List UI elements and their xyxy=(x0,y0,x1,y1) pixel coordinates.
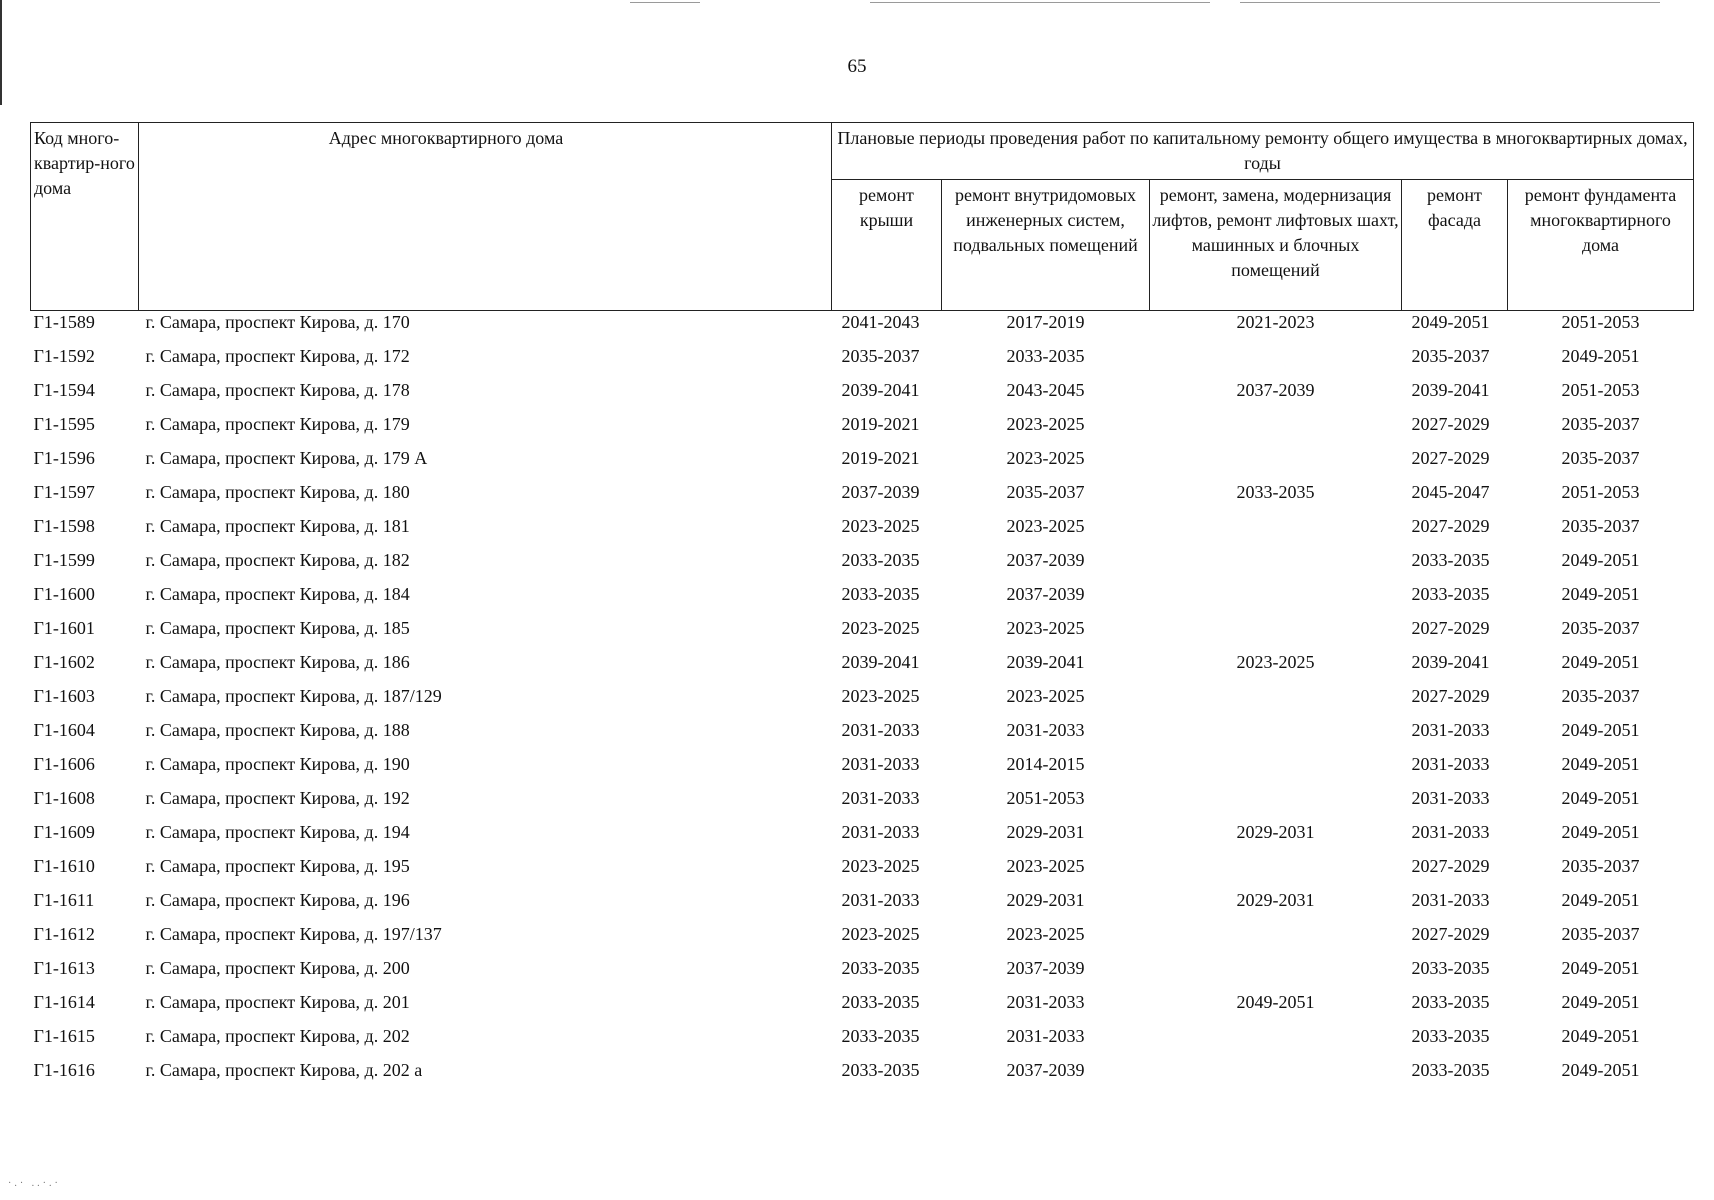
cell-systems: 2017-2019 xyxy=(1006,312,1085,332)
header-code: Код много-квартир-ного дома xyxy=(31,123,139,311)
cell-facade: 2039-2041 xyxy=(1411,380,1490,400)
cell-facade: 2027-2029 xyxy=(1411,686,1490,706)
cell-systems: 2033-2035 xyxy=(1006,346,1085,366)
cell-systems: 2031-2033 xyxy=(1006,992,1085,1012)
table-row xyxy=(31,889,1694,923)
cell-roof: 2031-2033 xyxy=(841,890,920,910)
cell-elevators xyxy=(1150,617,1402,651)
cell-elevators xyxy=(1150,447,1402,481)
cell-code: Г1-1614 xyxy=(33,992,95,1012)
cell-address: г. Самара, проспект Кирова, д. 190 xyxy=(145,754,410,774)
cell-address: г. Самара, проспект Кирова, д. 196 xyxy=(145,890,410,910)
cell-roof: 2031-2033 xyxy=(841,788,920,808)
page-number: 65 xyxy=(847,56,867,77)
cell-foundation: 2049-2051 xyxy=(1561,958,1640,978)
cell-code: Г1-1606 xyxy=(33,754,95,774)
cell-code: Г1-1616 xyxy=(33,1060,95,1080)
cell-facade: 2033-2035 xyxy=(1411,1060,1490,1080)
cell-systems: 2031-2033 xyxy=(1006,720,1085,740)
table-row xyxy=(31,447,1694,481)
cell-address: г. Самара, проспект Кирова, д. 172 xyxy=(145,346,410,366)
cell-systems: 2023-2025 xyxy=(1006,686,1085,706)
cell-code: Г1-1604 xyxy=(33,720,95,740)
cell-elevators xyxy=(1150,583,1402,617)
cell-roof: 2031-2033 xyxy=(841,754,920,774)
cell-roof: 2041-2043 xyxy=(841,312,920,332)
cell-elevators: 2029-2031 xyxy=(1236,822,1315,842)
table-row xyxy=(31,753,1694,787)
cell-systems: 2023-2025 xyxy=(1006,856,1085,876)
cell-foundation: 2035-2037 xyxy=(1561,618,1640,638)
cell-roof: 2023-2025 xyxy=(841,516,920,536)
cell-systems: 2023-2025 xyxy=(1006,448,1085,468)
cell-facade: 2027-2029 xyxy=(1411,924,1490,944)
cell-address: г. Самара, проспект Кирова, д. 197/137 xyxy=(145,924,442,944)
cell-address: г. Самара, проспект Кирова, д. 202 а xyxy=(145,1060,423,1080)
cell-elevators xyxy=(1150,1025,1402,1059)
cell-code: Г1-1609 xyxy=(33,822,95,842)
cell-elevators xyxy=(1150,855,1402,889)
cell-roof: 2033-2035 xyxy=(841,1060,920,1080)
cell-address: г. Самара, проспект Кирова, д. 178 xyxy=(145,380,410,400)
repair-schedule-table xyxy=(30,122,1694,1093)
cell-address: г. Самара, проспект Кирова, д. 194 xyxy=(145,822,410,842)
cell-foundation: 2049-2051 xyxy=(1561,720,1640,740)
cell-foundation: 2035-2037 xyxy=(1561,924,1640,944)
cell-address: г. Самара, проспект Кирова, д. 182 xyxy=(145,550,410,570)
cell-foundation: 2035-2037 xyxy=(1561,856,1640,876)
cell-elevators: 2049-2051 xyxy=(1236,992,1315,1012)
cell-facade: 2033-2035 xyxy=(1411,1026,1490,1046)
cell-code: Г1-1592 xyxy=(33,346,95,366)
cell-systems: 2023-2025 xyxy=(1006,516,1085,536)
cell-systems: 2023-2025 xyxy=(1006,414,1085,434)
cell-elevators xyxy=(1150,413,1402,447)
cell-elevators xyxy=(1150,1059,1402,1093)
cell-systems: 2043-2045 xyxy=(1006,380,1085,400)
cell-address: г. Самара, проспект Кирова, д. 184 xyxy=(145,584,410,604)
cell-facade: 2033-2035 xyxy=(1411,584,1490,604)
cell-systems: 2029-2031 xyxy=(1006,890,1085,910)
cell-code: Г1-1596 xyxy=(33,448,95,468)
cell-roof: 2039-2041 xyxy=(841,652,920,672)
cell-facade: 2031-2033 xyxy=(1411,754,1490,774)
cell-facade: 2027-2029 xyxy=(1411,448,1490,468)
header-roof: ремонт крыши xyxy=(832,180,942,311)
scan-edge-line xyxy=(1240,2,1660,3)
cell-code: Г1-1603 xyxy=(33,686,95,706)
cell-code: Г1-1594 xyxy=(33,380,95,400)
cell-roof: 2023-2025 xyxy=(841,686,920,706)
cell-code: Г1-1600 xyxy=(33,584,95,604)
table-row xyxy=(31,1059,1694,1093)
cell-address: г. Самара, проспект Кирова, д. 179 А xyxy=(145,448,428,468)
cell-systems: 2023-2025 xyxy=(1006,924,1085,944)
cell-foundation: 2049-2051 xyxy=(1561,652,1640,672)
cell-address: г. Самара, проспект Кирова, д. 179 xyxy=(145,414,410,434)
cell-roof: 2033-2035 xyxy=(841,958,920,978)
table-row xyxy=(31,991,1694,1025)
cell-systems: 2037-2039 xyxy=(1006,1060,1085,1080)
cell-systems: 2023-2025 xyxy=(1006,618,1085,638)
cell-facade: 2049-2051 xyxy=(1411,312,1490,332)
cell-foundation: 2049-2051 xyxy=(1561,890,1640,910)
cell-roof: 2039-2041 xyxy=(841,380,920,400)
cell-foundation: 2049-2051 xyxy=(1561,992,1640,1012)
cell-elevators xyxy=(1150,685,1402,719)
cell-roof: 2031-2033 xyxy=(841,822,920,842)
cell-elevators xyxy=(1150,345,1402,379)
cell-address: г. Самара, проспект Кирова, д. 200 xyxy=(145,958,410,978)
cell-facade: 2033-2035 xyxy=(1411,992,1490,1012)
cell-systems: 2014-2015 xyxy=(1006,754,1085,774)
cell-code: Г1-1610 xyxy=(33,856,95,876)
cell-address: г. Самара, проспект Кирова, д. 185 xyxy=(145,618,410,638)
cell-systems: 2037-2039 xyxy=(1006,584,1085,604)
cell-roof: 2037-2039 xyxy=(841,482,920,502)
table-row xyxy=(31,413,1694,447)
cell-code: Г1-1595 xyxy=(33,414,95,434)
cell-systems: 2051-2053 xyxy=(1006,788,1085,808)
cell-address: г. Самара, проспект Кирова, д. 170 xyxy=(145,312,410,332)
cell-code: Г1-1612 xyxy=(33,924,95,944)
cell-foundation: 2051-2053 xyxy=(1561,482,1640,502)
scan-edge-line xyxy=(630,2,700,3)
scan-edge-bar xyxy=(0,0,2,105)
cell-address: г. Самара, проспект Кирова, д. 186 xyxy=(145,652,410,672)
header-address: Адрес многоквартирного дома xyxy=(139,123,832,311)
cell-elevators: 2037-2039 xyxy=(1236,380,1315,400)
cell-systems: 2037-2039 xyxy=(1006,958,1085,978)
cell-code: Г1-1589 xyxy=(33,312,95,332)
cell-elevators xyxy=(1150,923,1402,957)
cell-facade: 2027-2029 xyxy=(1411,516,1490,536)
table-row xyxy=(31,787,1694,821)
cell-code: Г1-1598 xyxy=(33,516,95,536)
header-systems: ремонт внутридомовых инженерных систем, подвальных помещений xyxy=(942,180,1150,311)
cell-facade: 2033-2035 xyxy=(1411,550,1490,570)
cell-code: Г1-1613 xyxy=(33,958,95,978)
cell-facade: 2045-2047 xyxy=(1411,482,1490,502)
table-row xyxy=(31,345,1694,379)
table-row xyxy=(31,515,1694,549)
cell-roof: 2019-2021 xyxy=(841,448,920,468)
cell-facade: 2035-2037 xyxy=(1411,346,1490,366)
table-row xyxy=(31,583,1694,617)
cell-roof: 2023-2025 xyxy=(841,856,920,876)
cell-code: Г1-1599 xyxy=(33,550,95,570)
cell-roof: 2033-2035 xyxy=(841,550,920,570)
cell-foundation: 2049-2051 xyxy=(1561,788,1640,808)
cell-roof: 2023-2025 xyxy=(841,618,920,638)
cell-systems: 2039-2041 xyxy=(1006,652,1085,672)
cell-elevators xyxy=(1150,753,1402,787)
cell-elevators xyxy=(1150,515,1402,549)
cell-code: Г1-1608 xyxy=(33,788,95,808)
cell-facade: 2039-2041 xyxy=(1411,652,1490,672)
cell-foundation: 2049-2051 xyxy=(1561,1060,1640,1080)
cell-facade: 2033-2035 xyxy=(1411,958,1490,978)
table-row xyxy=(31,617,1694,651)
cell-facade: 2031-2033 xyxy=(1411,788,1490,808)
cell-roof: 2033-2035 xyxy=(841,584,920,604)
cell-foundation: 2051-2053 xyxy=(1561,380,1640,400)
cell-elevators xyxy=(1150,957,1402,991)
cell-address: г. Самара, проспект Кирова, д. 195 xyxy=(145,856,410,876)
cell-facade: 2027-2029 xyxy=(1411,618,1490,638)
header-facade: ремонт фасада xyxy=(1402,180,1508,311)
header-planned-periods: Плановые периоды проведения работ по капитальному ремонту общего имущества в многоквартирных домах, годы xyxy=(832,123,1694,180)
cell-foundation: 2035-2037 xyxy=(1561,686,1640,706)
table-row xyxy=(31,821,1694,855)
cell-systems: 2037-2039 xyxy=(1006,550,1085,570)
table-row xyxy=(31,957,1694,991)
cell-elevators: 2021-2023 xyxy=(1236,312,1315,332)
cell-roof: 2031-2033 xyxy=(841,720,920,740)
cell-elevators xyxy=(1150,549,1402,583)
cell-foundation: 2051-2053 xyxy=(1561,312,1640,332)
cell-elevators: 2023-2025 xyxy=(1236,652,1315,672)
cell-address: г. Самара, проспект Кирова, д. 187/129 xyxy=(145,686,442,706)
table-body xyxy=(31,311,1694,1094)
cell-address: г. Самара, проспект Кирова, д. 202 xyxy=(145,1026,410,1046)
cell-foundation: 2035-2037 xyxy=(1561,516,1640,536)
cell-foundation: 2049-2051 xyxy=(1561,822,1640,842)
cell-foundation: 2035-2037 xyxy=(1561,414,1640,434)
cell-address: г. Самара, проспект Кирова, д. 180 xyxy=(145,482,410,502)
table-row xyxy=(31,855,1694,889)
cell-address: г. Самара, проспект Кирова, д. 188 xyxy=(145,720,410,740)
cell-roof: 2019-2021 xyxy=(841,414,920,434)
table-row xyxy=(31,379,1694,413)
cell-elevators xyxy=(1150,719,1402,753)
scan-specks: ·.· ..·.· xyxy=(8,1178,61,1189)
table-row xyxy=(31,685,1694,719)
cell-foundation: 2049-2051 xyxy=(1561,550,1640,570)
cell-elevators: 2029-2031 xyxy=(1236,890,1315,910)
cell-code: Г1-1601 xyxy=(33,618,95,638)
cell-address: г. Самара, проспект Кирова, д. 181 xyxy=(145,516,410,536)
table-row xyxy=(31,719,1694,753)
cell-roof: 2033-2035 xyxy=(841,992,920,1012)
table-row xyxy=(31,549,1694,583)
cell-foundation: 2049-2051 xyxy=(1561,584,1640,604)
cell-code: Г1-1597 xyxy=(33,482,95,502)
cell-code: Г1-1615 xyxy=(33,1026,95,1046)
cell-foundation: 2049-2051 xyxy=(1561,346,1640,366)
cell-foundation: 2035-2037 xyxy=(1561,448,1640,468)
table-row xyxy=(31,923,1694,957)
cell-roof: 2023-2025 xyxy=(841,924,920,944)
header-elevators: ремонт, замена, модернизация лифтов, ремонт лифтовых шахт, машинных и блочных помещений xyxy=(1150,180,1402,311)
header-foundation: ремонт фундамента многоквартирного дома xyxy=(1508,180,1694,311)
cell-facade: 2027-2029 xyxy=(1411,414,1490,434)
table-row xyxy=(31,481,1694,515)
cell-roof: 2033-2035 xyxy=(841,1026,920,1046)
cell-facade: 2031-2033 xyxy=(1411,890,1490,910)
cell-foundation: 2049-2051 xyxy=(1561,754,1640,774)
cell-elevators: 2033-2035 xyxy=(1236,482,1315,502)
cell-roof: 2035-2037 xyxy=(841,346,920,366)
cell-facade: 2031-2033 xyxy=(1411,720,1490,740)
cell-facade: 2027-2029 xyxy=(1411,856,1490,876)
table-row xyxy=(31,311,1694,346)
cell-facade: 2031-2033 xyxy=(1411,822,1490,842)
cell-systems: 2029-2031 xyxy=(1006,822,1085,842)
table-row xyxy=(31,1025,1694,1059)
cell-address: г. Самара, проспект Кирова, д. 201 xyxy=(145,992,410,1012)
cell-systems: 2035-2037 xyxy=(1006,482,1085,502)
cell-address: г. Самара, проспект Кирова, д. 192 xyxy=(145,788,410,808)
cell-elevators xyxy=(1150,787,1402,821)
cell-systems: 2031-2033 xyxy=(1006,1026,1085,1046)
cell-foundation: 2049-2051 xyxy=(1561,1026,1640,1046)
cell-code: Г1-1602 xyxy=(33,652,95,672)
cell-code: Г1-1611 xyxy=(33,890,95,910)
table-row xyxy=(31,651,1694,685)
scan-edge-line xyxy=(870,2,1210,3)
